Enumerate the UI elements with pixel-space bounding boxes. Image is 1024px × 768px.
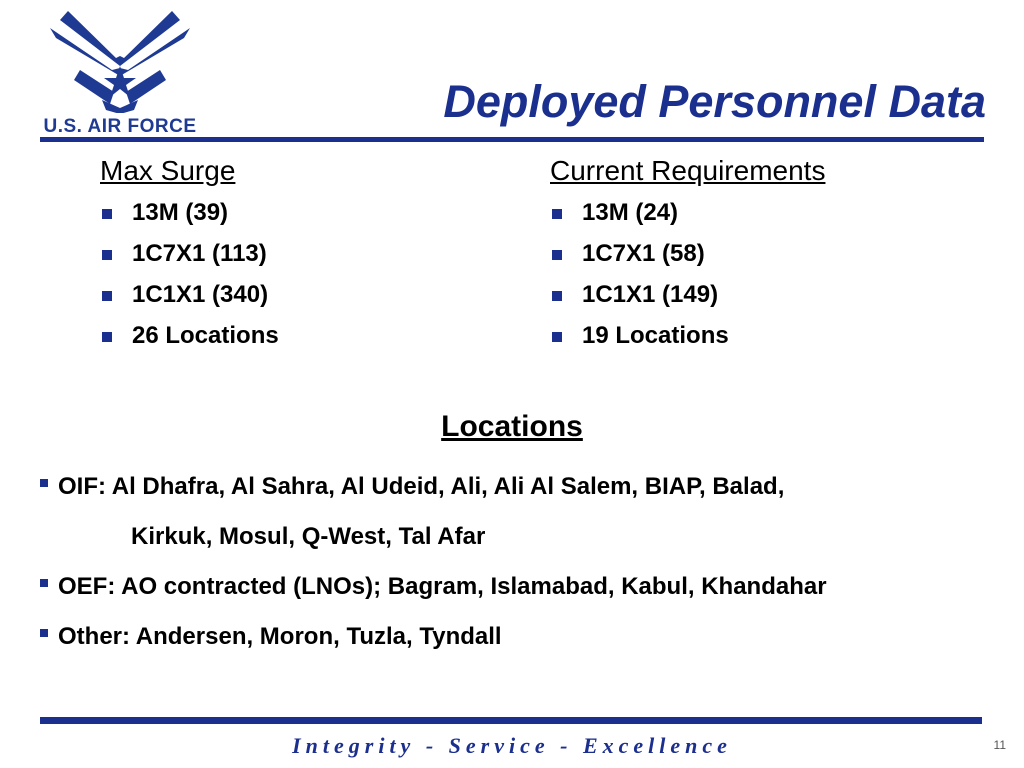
current-requirements-column — [550, 155, 825, 357]
locations-list — [36, 462, 996, 662]
logo-text: U.S. AIR FORCE — [43, 116, 197, 137]
other-item: Other: Andersen, Moron, Tuzla, Tyndall — [36, 612, 996, 662]
square-bullet-icon — [102, 209, 112, 219]
square-bullet-icon — [552, 332, 562, 342]
oif-continuation: Kirkuk, Mosul, Q-West, Tal Afar — [131, 523, 486, 550]
oef-item: OEF: AO contracted (LNOs); Bagram, Islamabad, Kabul, Khandahar — [36, 562, 996, 612]
us-air-force-logo — [40, 8, 200, 137]
square-bullet-icon — [40, 479, 48, 487]
top-divider — [40, 137, 984, 142]
locations-heading: Locations — [441, 410, 583, 443]
slide-title: Deployed Personnel Data — [443, 76, 986, 127]
max-surge-column — [100, 155, 279, 357]
list-item: 1C7X1 (58) — [550, 234, 825, 275]
square-bullet-icon — [40, 579, 48, 587]
max-surge-heading: Max Surge — [100, 155, 236, 186]
list-item: 1C1X1 (340) — [100, 275, 279, 316]
footer-motto: Integrity - Service - Excellence — [292, 733, 732, 758]
list-item: 1C7X1 (113) — [100, 234, 279, 275]
list-item: 13M (39) — [100, 193, 279, 234]
square-bullet-icon — [102, 291, 112, 301]
list-item: 19 Locations — [550, 316, 825, 357]
bottom-divider — [40, 717, 982, 724]
air-force-wings-icon — [40, 8, 200, 113]
page-number: 11 — [993, 738, 1006, 752]
square-bullet-icon — [552, 250, 562, 260]
square-bullet-icon — [102, 332, 112, 342]
list-item: 13M (24) — [550, 193, 825, 234]
square-bullet-icon — [552, 209, 562, 219]
square-bullet-icon — [102, 250, 112, 260]
oif-item: OIF: Al Dhafra, Al Sahra, Al Udeid, Ali, Ali Al Salem, BIAP, Balad, Kirkuk, Mosul, Q-West, Tal Afar — [36, 462, 996, 562]
square-bullet-icon — [40, 629, 48, 637]
list-item: 26 Locations — [100, 316, 279, 357]
square-bullet-icon — [552, 291, 562, 301]
list-item: 1C1X1 (149) — [550, 275, 825, 316]
current-requirements-heading: Current Requirements — [550, 155, 826, 186]
